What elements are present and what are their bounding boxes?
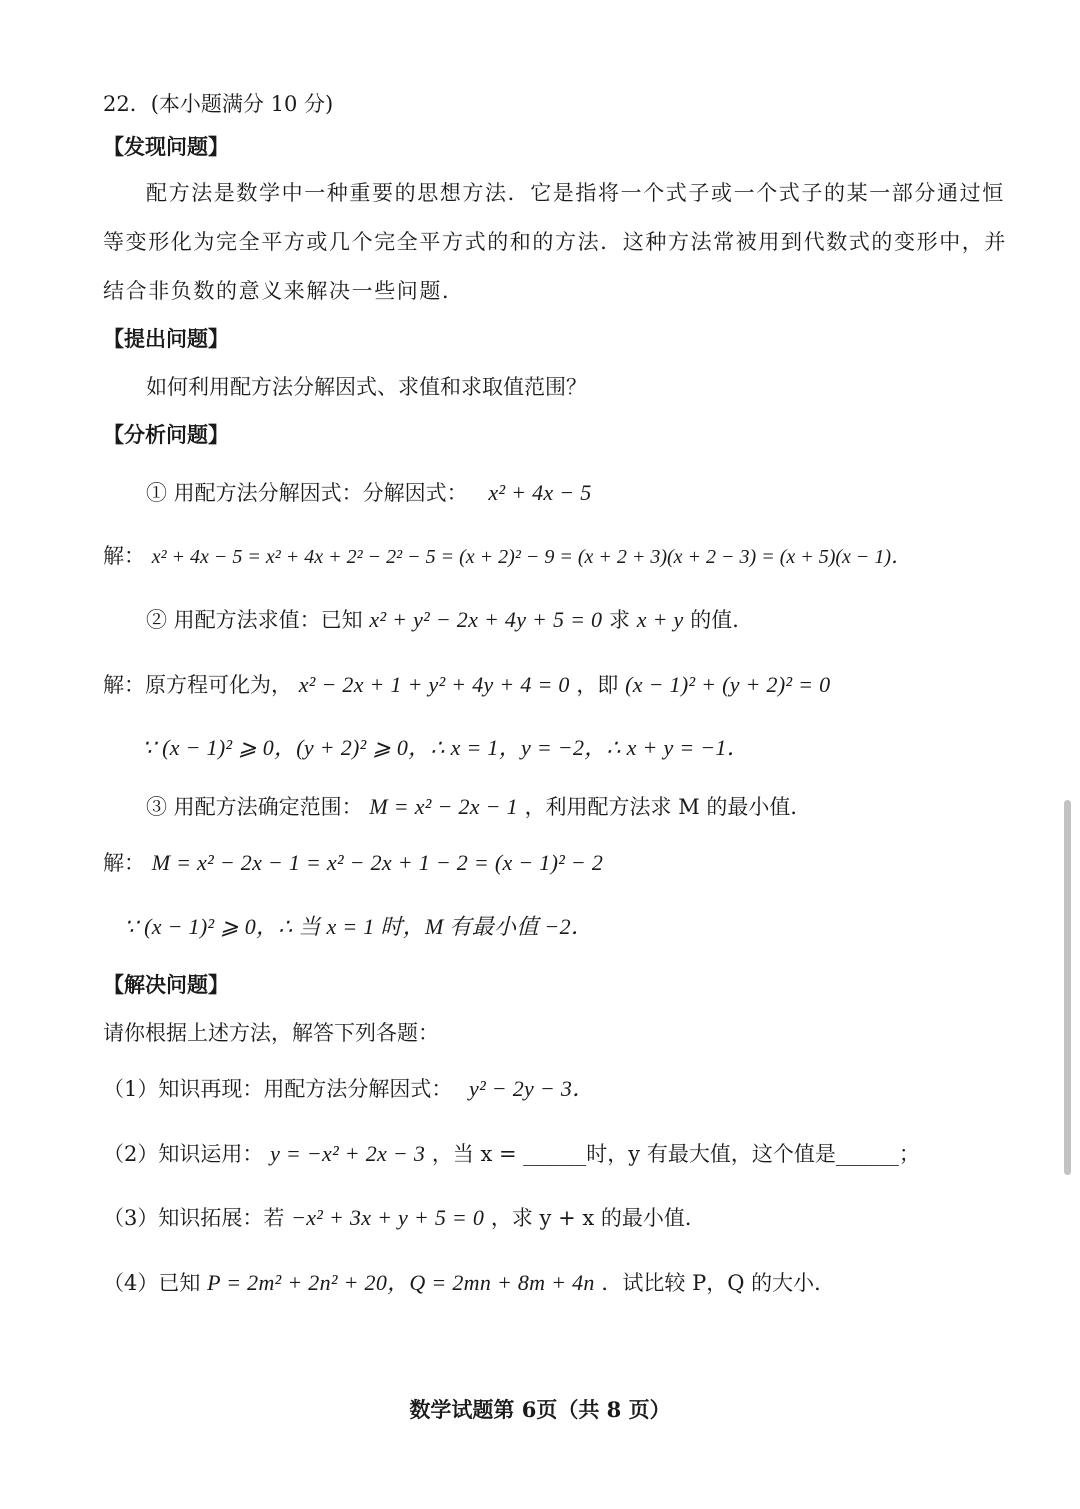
solution-3 [103,848,603,878]
question-3 [103,1203,706,1233]
item-2-expression: x² + y² − 2x + 4y + 5 = 0 [369,607,603,632]
item-3-label: ③ 用配方法确定范围： [146,795,363,819]
solution-3-label: 解： [103,851,145,875]
question-2-rest: ，当 x = ______时，y 有最大值，这个值是______； [431,1142,920,1166]
analyze-item-3 [146,792,811,822]
question-2-expression: y = −x² + 2x − 3 [270,1141,426,1166]
solution-2b-expression: ∵ (x − 1)² ⩾ 0，(y + 2)² ⩾ 0，∴ x = 1，y = −2，∴ x + y = −1． [142,735,750,760]
analyze-item-1 [146,478,592,508]
item-2-end: 的值． [690,608,754,632]
section-title-raise: 【提出问题】 [103,326,229,351]
question-1-expression: y² − 2y − 3． [469,1076,595,1101]
question-3-expression: −x² + 3x + y + 5 = 0 [291,1205,485,1230]
section-title-solve: 【解决问题】 [103,972,229,997]
solution-1 [103,541,911,572]
question-2-label: （2）知识运用： [103,1142,264,1166]
question-4-label: （4）已知 [103,1271,201,1295]
solve-intro: 请你根据上述方法，解答下列各题： [103,1021,439,1045]
raise-text: 如何利用配方法分解因式、求值和求取值范围？ [146,375,587,399]
question-3-label: （3）知识拓展：若 [103,1206,285,1230]
question-4-rest: ．试比较 P，Q 的大小． [601,1271,836,1295]
solution-1-expression: x² + 4x − 5 = x² + 4x + 2² − 2² − 5 = (x + 2)² − 9 = (x + 2 + 3)(x + 2 − 3) = (x + 5)(x − 1)． [151,546,912,568]
item-1-label: ① 用配方法分解因式：分解因式： [146,481,468,505]
discover-line-2: 等变形化为完全平方或几个完全平方式的和的方法．这种方法常被用到代数式的变形中，并 [103,230,1007,254]
question-2 [103,1139,920,1169]
analyze-item-2 [146,605,753,635]
problem-header: 22．(本小题满分 10 分) [103,92,334,116]
solution-2-mid: ，即 [576,673,619,697]
item-3-expression: M = x² − 2x − 1 [369,794,518,819]
item-2-mid: 求 [609,608,631,632]
item-2-label: ② 用配方法求值：已知 [146,608,363,632]
section-title-discover: 【发现问题】 [103,134,229,159]
question-4-expression: P = 2m² + 2n² + 20，Q = 2mn + 8m + 4n [207,1270,595,1295]
discover-line-1: 配方法是数学中一种重要的思想方法．它是指将一个式子或一个式子的某一部分通过恒 [146,181,1005,205]
solution-3-expression: M = x² − 2x − 1 = x² − 2x + 1 − 2 = (x − 1)² − 2 [151,850,604,875]
question-1 [103,1074,594,1104]
discover-line-3: 结合非负数的意义来解决一些问题． [103,279,465,303]
solution-2-conclusion [142,733,749,763]
solution-1-label: 解： [103,544,145,568]
scrollbar-thumb[interactable] [1064,800,1071,1175]
solution-2 [103,670,830,700]
question-4 [103,1268,835,1298]
question-1-label: （1）知识再现：用配方法分解因式： [103,1077,453,1101]
question-3-rest: ，求 y + x 的最小值． [490,1206,706,1230]
solution-3-conclusion [124,912,593,942]
solution-3b-expression: ∵ (x − 1)² ⩾ 0，∴ 当 x = 1 时，M 有最小值 −2． [124,914,594,939]
item-1-expression: x² + 4x − 5 [488,480,592,505]
solution-2-label: 解：原方程可化为， [103,673,292,697]
item-2-expression-2: x + y [636,607,684,632]
page-footer: 数学试题第 6页（共 8 页） [409,1397,671,1422]
section-title-analyze: 【分析问题】 [103,422,229,447]
solution-2-expression: x² − 2x + 1 + y² + 4y + 4 = 0 [298,672,570,697]
solution-2-expression-2: (x − 1)² + (y + 2)² = 0 [625,672,831,697]
item-3-end: ，利用配方法求 M 的最小值． [524,795,812,819]
